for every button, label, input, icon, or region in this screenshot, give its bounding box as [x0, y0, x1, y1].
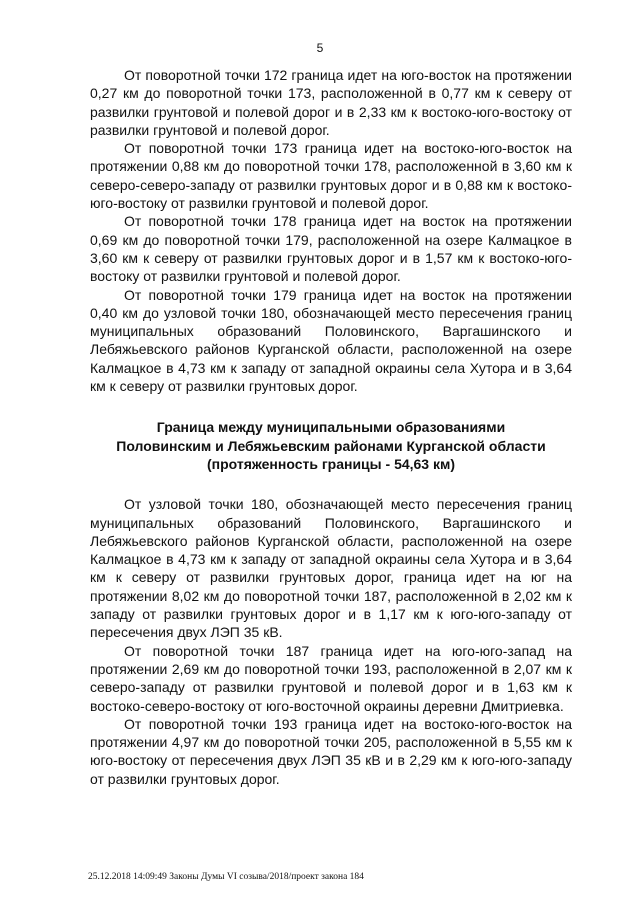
paragraph: От поворотной точки 179 граница идет на восток на протяжении 0,40 км до узловой точки 180, обозначающей место пересечения границ муниципальных образований Половинского, Варгашинского и Лебяжьевского районов Курганской области, расположенной на озере Калмацкое в 4,73 км к западу от западной окраины села Хутора и в 3,64 км к северу от развилки грунтовых дорог.	[90, 286, 572, 395]
paragraph: От узловой точки 180, обозначающей место пересечения границ муниципальных образований Половинского, Варгашинского и Лебяжьевского районов Курганской области, расположенной на озере Калмацкое в 4,73 км к западу от западной окраины села Хутора и в 3,64 км к северу от развилки грунтовых дорог, граница идет на юг на протяжении 8,02 км до поворотной точки 187, расположенной в 2,02 км к западу от развилки грунтовых дорог и в 1,17 км к юго-юго-западу от пересечения двух ЛЭП 35 кВ.	[90, 496, 572, 641]
paragraph: От поворотной точки 172 граница идет на юго-восток на протяжении 0,27 км до поворотной точки 173, расположенной в 0,77 км к северу от развилки грунтовой и полевой дорог и в 2,33 км к востоко-юго-востоку от развилки грунтовой и полевой дорог.	[90, 67, 572, 138]
section-heading-line: Половинским и Лебяжьевским районами Курганской области	[116, 437, 546, 454]
document-body	[90, 66, 572, 788]
section-heading-line: Граница между муниципальными образованиями	[156, 419, 506, 436]
page-number: 5	[316, 41, 324, 55]
paragraph: От поворотной точки 193 граница идет на востоко-юго-восток на протяжении 4,97 км до поворотной точки 205, расположенной в 5,55 км к юго-востоку от пересечения двух ЛЭП 35 кВ и в 2,29 км к юго-юго-западу от развилки грунтовых дорог.	[90, 715, 572, 787]
footer-stamp: 25.12.2018 14:09:49 Законы Думы VI созыва/2018/проект закона 184	[88, 872, 364, 882]
paragraph: От поворотной точки 187 граница идет на юго-юго-запад на протяжении 2,69 км до поворотной точки 193, расположенной в 2,07 км к северо-западу от развилки грунтовой и полевой дорог и в 1,63 км к востоко-северо-востоку от юго-восточной окраины деревни Дмитриевка.	[90, 642, 572, 714]
section-heading-length: (протяженность границы - 54,63 км)	[206, 455, 456, 472]
section-heading	[90, 418, 572, 473]
paragraph: От поворотной точки 173 граница идет на востоко-юго-восток на протяжении 0,88 км до поворотной точки 178, расположенной в 3,60 км к северо-северо-западу от развилки грунтовых дорог и в 0,88 км к востоко-юго-востоку от развилки грунтовой и полевой дорог.	[90, 140, 572, 212]
paragraph: От поворотной точки 178 граница идет на восток на протяжении 0,69 км до поворотной точки 179, расположенной на озере Калмацкое в 3,60 км к северу от развилки грунтовых дорог и в 1,57 км к востоко-юго-востоку от развилки грунтовой и полевой дорог.	[90, 213, 572, 285]
